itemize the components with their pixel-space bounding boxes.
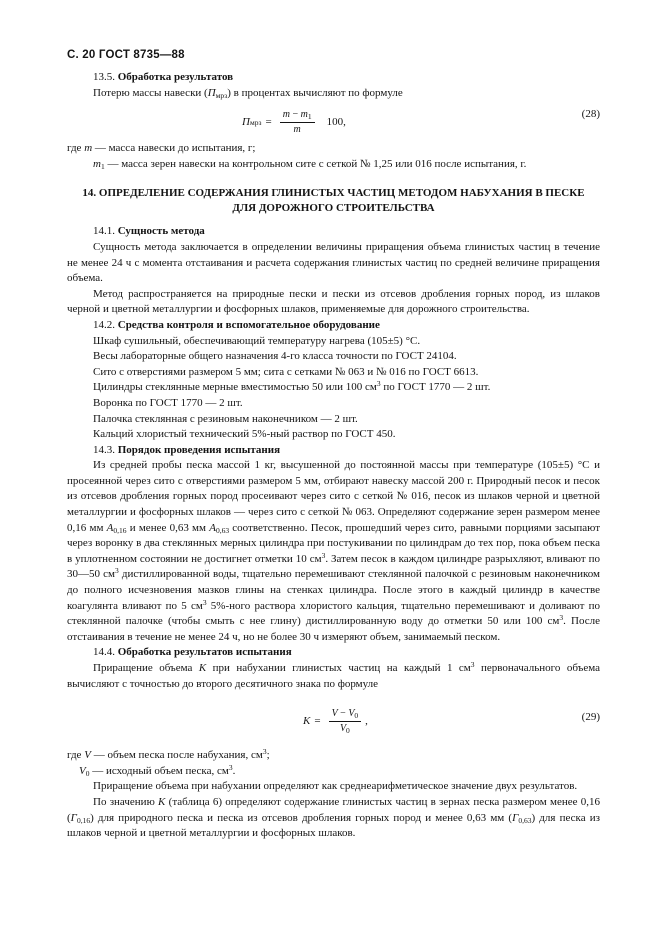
section-14-2-heading: 14.2. Средства контроля и вспомогательное оборудование [93, 318, 380, 331]
where-v0: $V_0$ — исходный объем песка, $см^3$. [79, 762, 236, 778]
where-m: где m — масса навески до испытания, г; [67, 142, 256, 155]
paragraph: Метод распространяется на природные пески и пески из отсевов дробления горных пород, из шлаков черной и цветной металлургии и фосфорных шлаков, применяемые для дорожного строительства. [67, 287, 600, 316]
equipment-item: Палочка стеклянная с резиновым наконечником — 2 шт. [93, 412, 358, 425]
page-content [67, 70, 600, 842]
formula-number: (28) [581, 108, 600, 121]
section-14-4-heading: 14.4. Обработка результатов испытания [93, 646, 292, 659]
equipment-item: Сито с отверстиями размером 5 мм; сита с сетками № 063 и № 016 по ГОСТ 6613. [93, 365, 479, 378]
section-14-1-heading: 14.1. Сущность метода [93, 225, 205, 238]
where-m1: $m_1$ — масса зерен навески на контрольном сите с сеткой № 1,25 или 016 после испытания, г. [93, 157, 527, 171]
paragraph: По значению K (таблица 6) определяют содержание глинистых частиц в зернах песка размером менее 0,16 $(Г_{0,16})$ для природного песка и песка из отсевов дробления горных пород и менее 0,63 мм $(Г_{0,63})$ для песка из шлаков черной и цветной металлургии и фосфорных шлаков. [67, 795, 600, 840]
formula-29: K = $\frac{V - V_0}{V_0}$ , (29) [303, 708, 600, 736]
equipment-item: Шкаф сушильный, обеспечивающий температуру нагрева (105±5) °С. [93, 334, 421, 347]
paragraph: Сущность метода заключается в определении величины приращения объема глинистых частиц в течение не менее 24 ч с момента отстаивания и расчета содержания глинистых частиц по средней величине приращения объема. [67, 240, 600, 285]
page-header: С. 20 ГОСТ 8735—88 [67, 49, 185, 61]
where-v: где V — объем песка после набухания, $см^3$; [67, 747, 270, 762]
section-13-5-heading: 13.5. Обработка результатов [93, 71, 234, 83]
paragraph: Приращение объема K при набухании глинистых частиц на каждый 1 $см^3$ первоначального объема вычисляют с точностью до второго десятичного знака по формуле [67, 660, 600, 690]
section-14-title: 14. ОПРЕДЕЛЕНИЕ СОДЕРЖАНИЯ ГЛИНИСТЫХ ЧАСТИЦ МЕТОДОМ НАБУХАНИЯ В ПЕСКЕ ДЛЯ ДОРОЖНОГО СТРОИТЕЛЬСТВА [82, 187, 585, 215]
equipment-item: Весы лабораторные общего назначения 4-го класса точности по ГОСТ 24104. [93, 350, 457, 363]
fraction: $\frac{V - V_0}{V_0}$ [329, 708, 362, 735]
equipment-item: Воронка по ГОСТ 1770 — 2 шт. [93, 396, 243, 409]
section-14-3-heading: 14.3. Порядок проведения испытания [93, 443, 281, 456]
formula-28: П мрз = $\frac{m - m_1}{m}$ 100, (28) [242, 108, 600, 136]
fraction: $\frac{m - m_1}{m}$ [280, 109, 315, 136]
equipment-item: Цилиндры стеклянные мерные вместимостью 50 или 100 $см^3$ по ГОСТ 1770 — 2 шт. [93, 379, 491, 394]
section-13-5-title: Обработка результатов [117, 71, 234, 83]
paragraph: Приращение объема при набухании определяют как среднеарифметическое значение двух результатов. [93, 780, 578, 793]
procedure-paragraph: Из средней пробы песка массой 1 кг, высушенной до постоянной массы при температуре (105±5) °С и просеянной через сито с отверстиями размером 5 мм, отбирают навеску массой 200 г. Природный песок и песок из отсевов дробления горных пород просеивают через сито с сеткой № 016, песок из шлаков черной и цветной металлургии и фосфорных шлаков — через сито с сеткой № 063. Определяют содержание зерен размером менее 0,16 мм $А_{0,16}$ и менее 0,63 мм $А_{0,63}$ соответственно. Песок, прошедший через сито, равными порциями засыпают через воронку в два стеклянных мерных цилиндра при постукивании по цилиндрам до тех пор, пока объем песка в уплотненном состоянии не достигнет отметки 10 $см^3$. Затем песок в каждом цилиндре разрыхляют, вливают по 30—50 $см^3$ дистиллированной воды, тщательно перемешивают стеклянной палочкой с резиновым наконечником до полного исчезновения мазков глины на стенках цилиндра. После этого в каждый цилиндр в качестве коагулянта вливают по 5 $см^3$ 5%-ного раствора хлористого кальция, тщательно перемешивают и доливают по стеклянной палочке (чтобы смыть с нее глину) дистиллированную воду до отметки 50 или 100 $см^3$. После отстаивания в течение не менее 24 ч, но не более 30 ч измеряют объем, занимаемый песком. [67, 459, 601, 643]
equipment-item: Кальций хлористый технический 5%-ный раствор по ГОСТ 450. [93, 428, 396, 441]
formula-number: (29) [581, 711, 600, 724]
section-13-5-intro: Потерю массы навески $(П_{мрз})$ в процентах вычисляют по формуле [93, 86, 403, 100]
